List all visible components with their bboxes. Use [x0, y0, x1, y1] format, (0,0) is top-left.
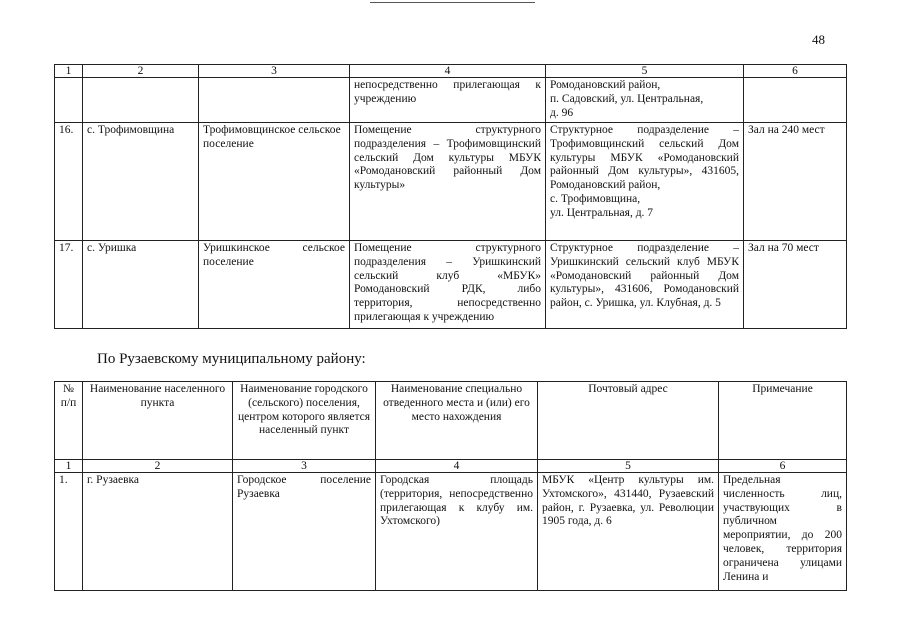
note-cell: Предельная численность лиц, участвующих в публичном мероприятии, до 200 человек, территория ограничена улицами Ленина и: [719, 473, 847, 591]
table-ruzaevsky: [54, 381, 847, 591]
settlement-cell: с. Трофимовщина: [83, 123, 199, 241]
col-number: 6: [719, 460, 847, 473]
address-cell: МБУК «Центр культуры им. Ухтомского», 431440, Рузаевский район, г. Рузаевка, ул. Революции 1905 года, д. 6: [538, 473, 719, 591]
header-num: № п/п: [55, 382, 83, 460]
settlement-cell: с. Уришка: [83, 241, 199, 329]
place-cell: непосредственно прилегающая к учреждению: [350, 78, 546, 123]
column-number-row: [55, 460, 847, 473]
section-heading: По Рузаевскому муниципальному району:: [97, 351, 366, 367]
header-settlement: Наименование населенного пункта: [83, 382, 233, 460]
col-number: 5: [538, 460, 719, 473]
row-number: 16.: [55, 123, 83, 241]
place-cell: Помещение структурного подразделения – Трофимовщинский сельский Дом культуры МБУК «Ромодановский районный Дом культуры»: [350, 123, 546, 241]
row-number: 1.: [55, 473, 83, 591]
table-row: [55, 241, 847, 329]
place-cell: Помещение структурного подразделения – Уришкинский сельский клуб «МБУК» Ромодановский РДК, либо территория, непосредственно прилегающая к учреждению: [350, 241, 546, 329]
col-number: 1: [55, 65, 83, 78]
col-number: 4: [376, 460, 538, 473]
table-row-continuation: [55, 78, 847, 123]
address-cell: Ромодановский район, п. Садовский, ул. Центральная, д. 96: [546, 78, 744, 123]
col-number: 5: [546, 65, 744, 78]
table-row: [55, 473, 847, 591]
top-rule: [370, 2, 535, 3]
col-number: 3: [199, 65, 350, 78]
header-address: Почтовый адрес: [538, 382, 719, 460]
row-number: 17.: [55, 241, 83, 329]
address-cell: Структурное подразделение – Трофимовщинский сельский Дом культуры МБУК «Ромодановский районный Дом культуры», 431605, Ромодановский район, с. Трофимовщина, ул. Центральная, д. 7: [546, 123, 744, 241]
municipality-cell: Уришкинское сельское поселение: [199, 241, 350, 329]
col-number: 2: [83, 65, 199, 78]
header-municipality: Наименование городского (сельского) поселения, центром которого является населенный пункт: [233, 382, 376, 460]
table-romodanovsky: [54, 64, 847, 329]
col-number: 6: [744, 65, 847, 78]
col-number: 1: [55, 460, 83, 473]
municipality-cell: Трофимовщинское сельское поселение: [199, 123, 350, 241]
header-row: [55, 382, 847, 460]
note-cell: Зал на 70 мест: [744, 241, 847, 329]
municipality-cell: Городское поселение Рузаевка: [233, 473, 376, 591]
col-number: 4: [350, 65, 546, 78]
note-cell: Зал на 240 мест: [744, 123, 847, 241]
place-cell: Городская площадь (территория, непосредственно прилегающая к клубу им. Ухтомского): [376, 473, 538, 591]
header-place: Наименование специально отведенного места и (или) его место нахождения: [376, 382, 538, 460]
column-number-row: [55, 65, 847, 78]
page-number: 48: [812, 32, 825, 47]
col-number: 2: [83, 460, 233, 473]
address-cell: Структурное подразделение – Уришкинский сельский клуб МБУК «Ромодановский районный Дом культуры», 431606, Ромодановский район, с. Уришка, ул. Клубная, д. 5: [546, 241, 744, 329]
col-number: 3: [233, 460, 376, 473]
settlement-cell: г. Рузаевка: [83, 473, 233, 591]
header-note: Примечание: [719, 382, 847, 460]
table-row: [55, 123, 847, 241]
